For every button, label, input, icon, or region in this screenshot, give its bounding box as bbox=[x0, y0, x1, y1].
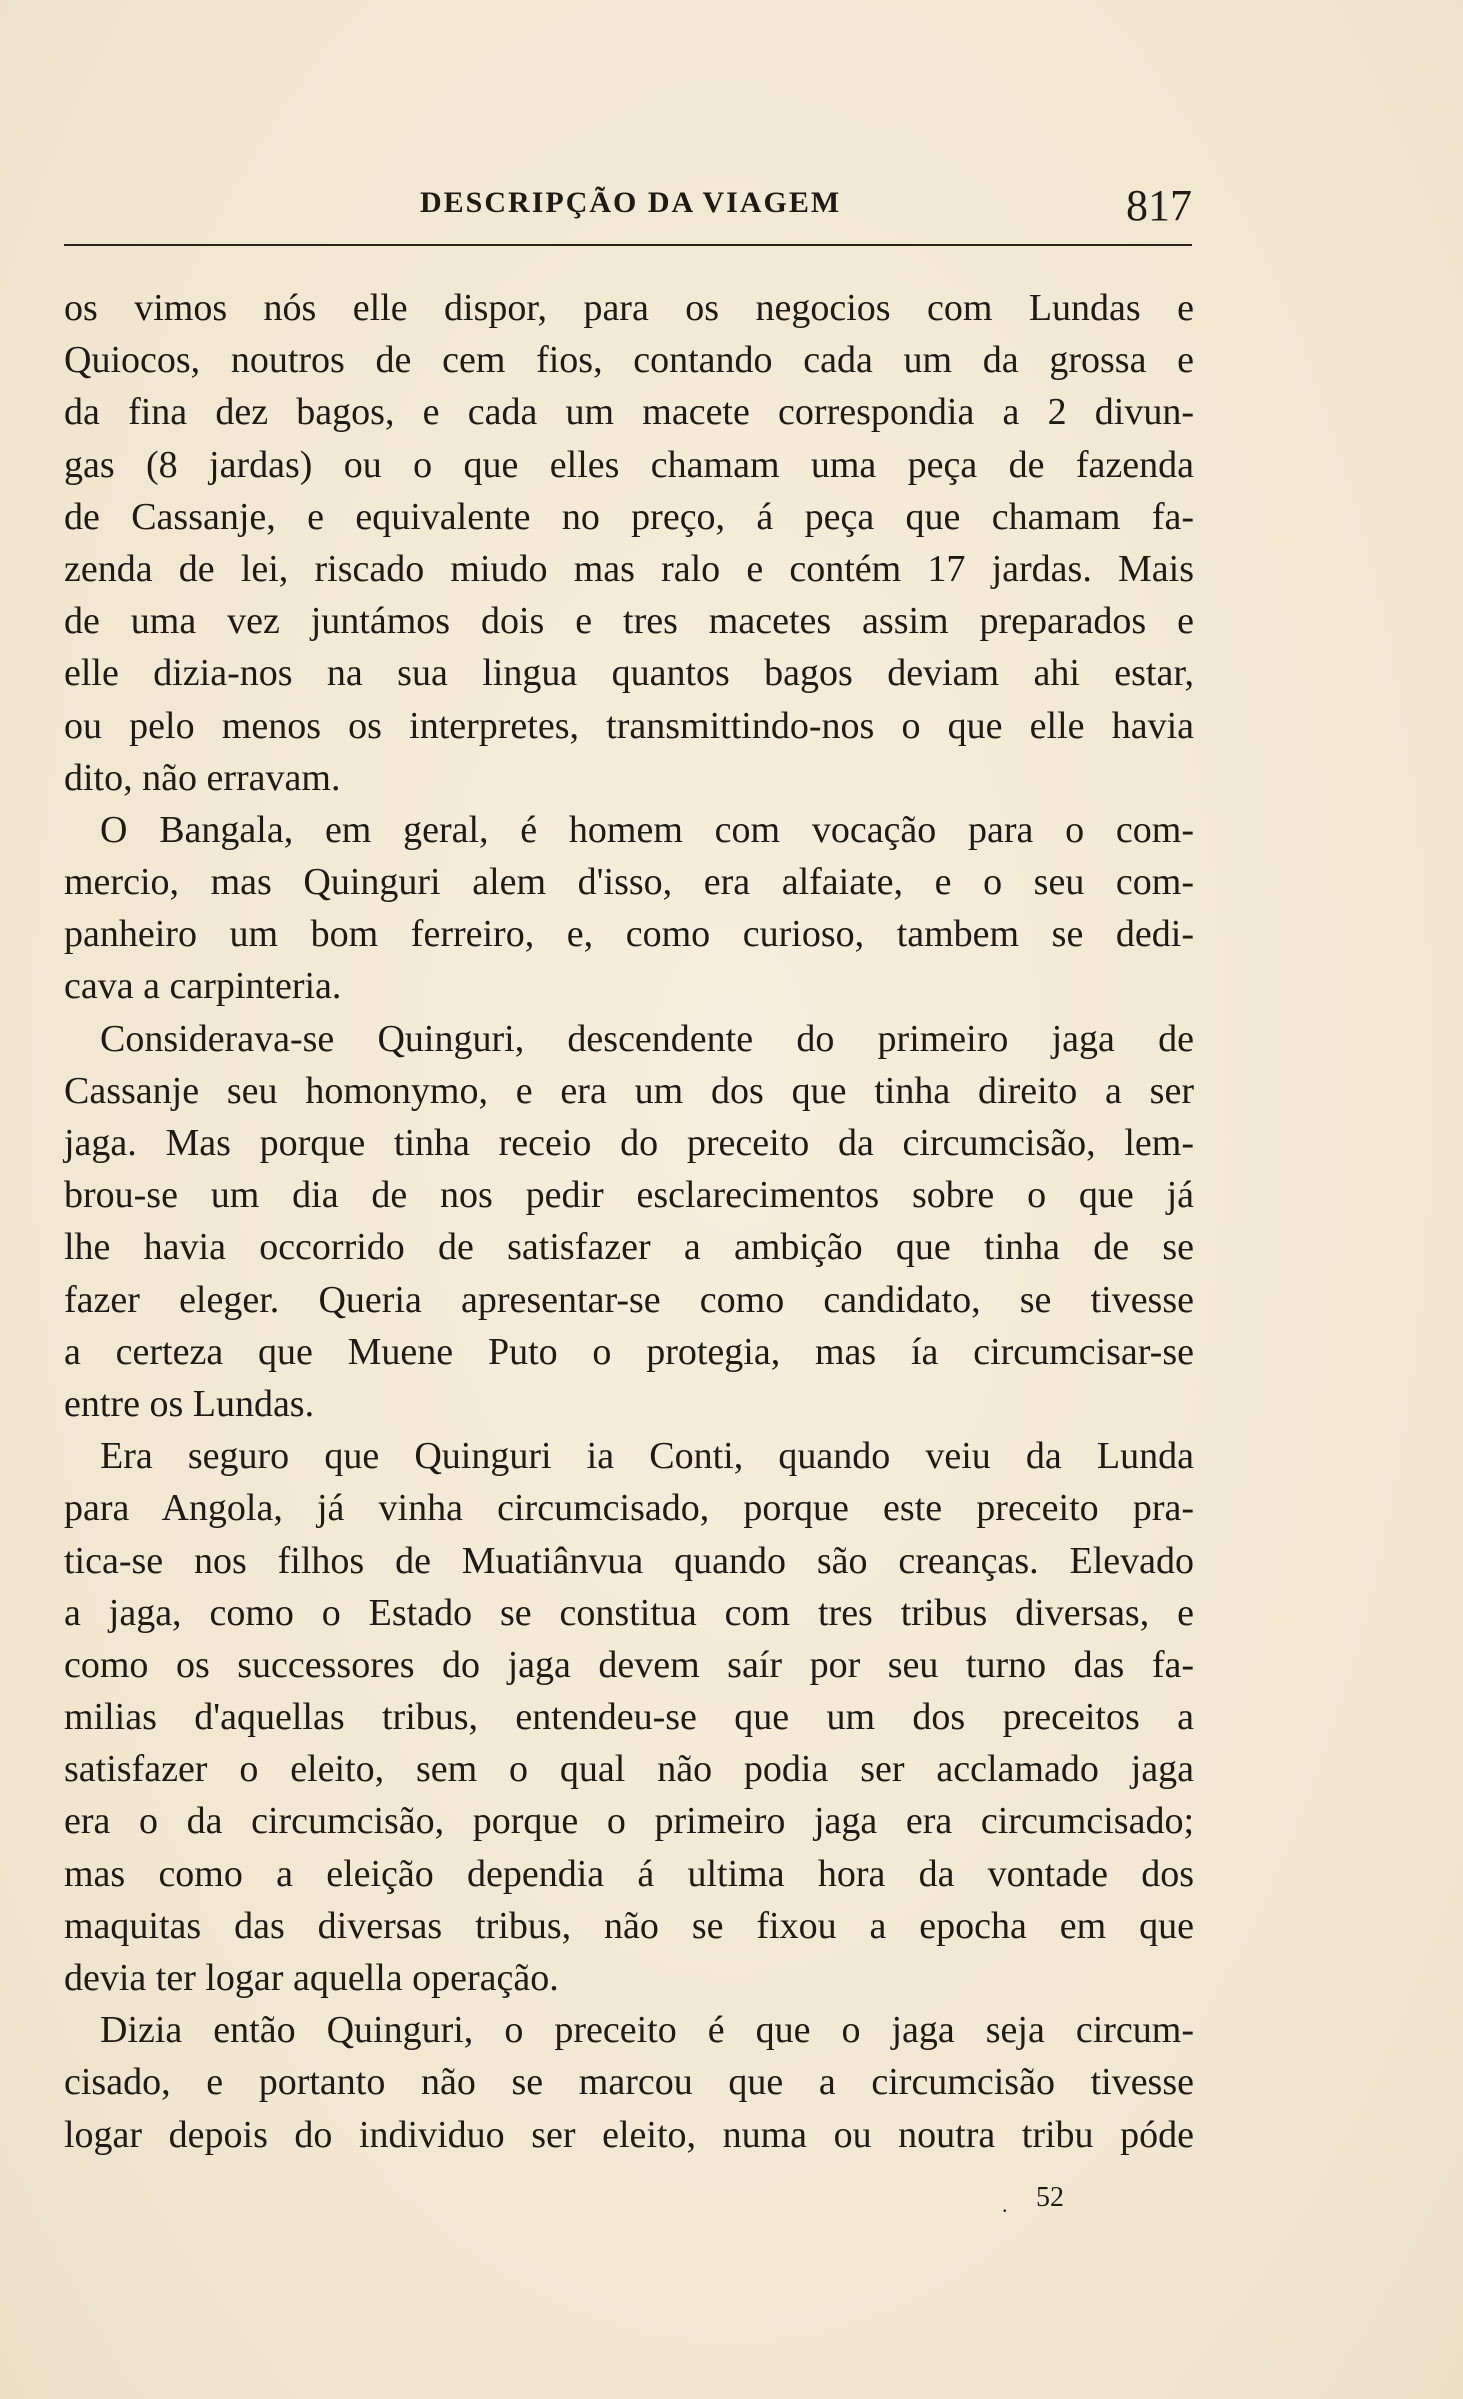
text-line: cava a carpinteria. bbox=[64, 965, 342, 1008]
text-line: satisfazer o eleito, sem o qual não podia ser acclamado jaga bbox=[64, 1748, 1194, 1791]
text-line: mas como a eleição dependia á ultima hora da vontade dos bbox=[64, 1852, 1194, 1895]
text-line: como os successores do jaga devem saír por seu turno das fa- bbox=[64, 1643, 1194, 1686]
text-line: de Cassanje, e equivalente no preço, á peça que chamam fa- bbox=[64, 495, 1194, 538]
text-line: panheiro um bom ferreiro, e, como curioso, tambem se dedi- bbox=[64, 913, 1194, 956]
text-line: entre os Lundas. bbox=[64, 1382, 315, 1425]
text-line: logar depois do individuo ser eleito, numa ou noutra tribu póde bbox=[64, 2113, 1194, 2156]
text-line: dito, não erravam. bbox=[64, 756, 341, 799]
text-line: a certeza que Muene Puto o protegia, mas ía circumcisar-se bbox=[64, 1330, 1194, 1373]
text-line: maquitas das diversas tribus, não se fixou a epocha em que bbox=[64, 1904, 1194, 1947]
text-line: fazer eleger. Queria apresentar-se como candidato, se tivesse bbox=[64, 1278, 1194, 1321]
text-line: Considerava-se Quinguri, descendente do primeiro jaga de bbox=[100, 1017, 1194, 1060]
text-line: a jaga, como o Estado se constitua com tres tribus diversas, e bbox=[64, 1591, 1194, 1634]
text-line: O Bangala, em geral, é homem com vocação para o com- bbox=[100, 808, 1194, 851]
text-line: milias d'aquellas tribus, entendeu-se que um dos preceitos a bbox=[64, 1696, 1194, 1739]
text-line: Cassanje seu homonymo, e era um dos que tinha direito a ser bbox=[64, 1069, 1194, 1112]
text-line: da fina dez bagos, e cada um macete correspondia a 2 divun- bbox=[64, 391, 1194, 434]
text-line: Dizia então Quinguri, o preceito é que o jaga seja circum- bbox=[100, 2009, 1194, 2052]
signature-mark: 52 bbox=[1036, 2182, 1064, 2213]
text-line: ou pelo menos os interpretes, transmittindo-nos o que elle havia bbox=[64, 704, 1194, 747]
text-line: era o da circumcisão, porque o primeiro jaga era circumcisado; bbox=[64, 1800, 1194, 1843]
footer-mark: . bbox=[1002, 2192, 1008, 2217]
text-line: elle dizia-nos na sua lingua quantos bagos deviam ahi estar, bbox=[64, 652, 1194, 695]
text-line: mercio, mas Quinguri alem d'isso, era alfaiate, e o seu com- bbox=[64, 861, 1194, 904]
text-line: Quiocos, noutros de cem fios, contando cada um da grossa e bbox=[64, 339, 1194, 382]
text-line: Era seguro que Quinguri ia Conti, quando veiu da Lunda bbox=[100, 1435, 1194, 1478]
text-line: de uma vez juntámos dois e tres macetes assim preparados e bbox=[64, 600, 1194, 643]
text-line: devia ter logar aquella operação. bbox=[64, 1957, 559, 1999]
text-line: cisado, e portanto não se marcou que a circumcisão tivesse bbox=[64, 2061, 1194, 2104]
page-number: 817 bbox=[1126, 181, 1192, 230]
text-line: tica-se nos filhos de Muatiânvua quando são creanças. Elevado bbox=[64, 1539, 1194, 1582]
text-line: zenda de lei, riscado miudo mas ralo e contém 17 jardas. Mais bbox=[64, 547, 1194, 590]
text-line: lhe havia occorrido de satisfazer a ambição que tinha de se bbox=[64, 1226, 1194, 1269]
header-rule bbox=[64, 244, 1192, 246]
text-line: gas (8 jardas) ou o que elles chamam uma peça de fazenda bbox=[64, 443, 1194, 486]
text-line: os vimos nós elle dispor, para os negocios com Lundas e bbox=[64, 287, 1194, 329]
text-line: jaga. Mas porque tinha receio do preceito da circumcisão, lem- bbox=[64, 1122, 1194, 1164]
text-line: brou-se um dia de nos pedir esclarecimentos sobre o que já bbox=[64, 1174, 1194, 1217]
text-line: para Angola, já vinha circumcisado, porque este preceito pra- bbox=[64, 1487, 1194, 1530]
body-text bbox=[64, 282, 1194, 2161]
running-title: DESCRIPÇÃO DA VIAGEM bbox=[420, 186, 842, 219]
running-head bbox=[64, 180, 1192, 236]
